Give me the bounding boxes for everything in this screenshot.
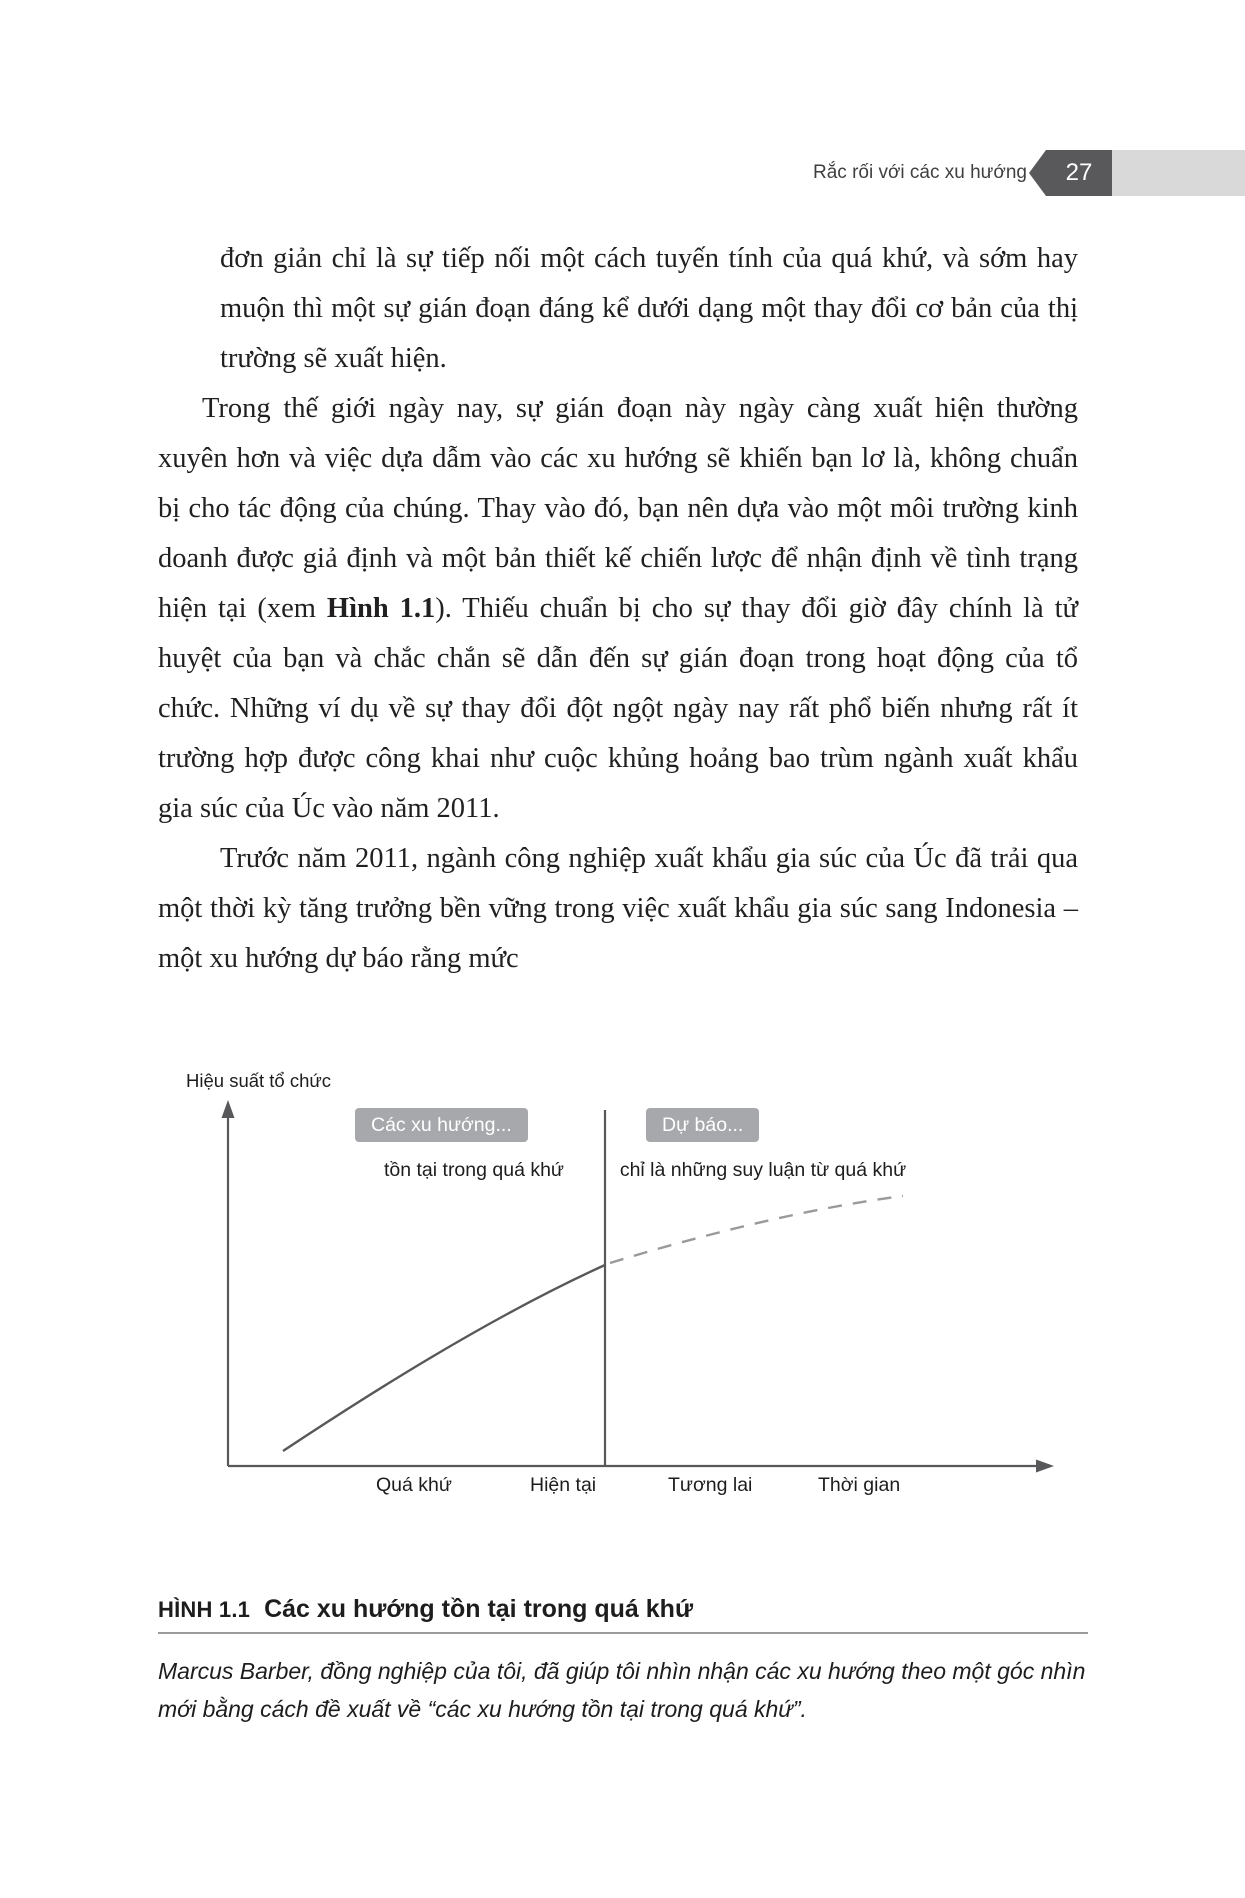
x-tick-past: Quá khứ [376, 1474, 452, 1496]
running-header [0, 150, 1245, 196]
figure-graph [158, 1068, 1093, 1498]
figure-caption-number: HÌNH 1.1 [158, 1597, 251, 1622]
paragraph-1: đơn giản chỉ là sự tiếp nối một cách tuyến tính của quá khứ, và sớm hay muộn thì một sự gián đoạn đáng kể dưới dạng một thay đổi cơ bản của thị trường sẽ xuất hiện. [220, 243, 1078, 374]
trend-curve-past [283, 1265, 605, 1451]
body-text [158, 234, 1078, 984]
y-axis-arrowhead [222, 1100, 235, 1118]
paragraph-2-part-1: Trong thế giới ngày nay, sự gián đoạn này ngày càng xuất hiện thường xuyên hơn và việc dựa dẫm vào các xu hướng sẽ khiến bạn lơ là, không chuẩn bị cho tác động của chúng. Thay vào đó, bạn nên dựa vào một môi trường kinh doanh được giả định và một bản thiết kế chiến lược để nhận định về tình trạng hiện tại (xem [158, 393, 1078, 624]
chapter-title: Rắc rối với các xu hướng [813, 162, 1027, 183]
x-axis-label: Thời gian [818, 1474, 901, 1496]
note-forecast: chỉ là những suy luận từ quá khứ [619, 1159, 907, 1181]
paragraph-2 [158, 384, 1078, 834]
figure-reference: Hình 1.1 [326, 593, 436, 624]
x-tick-future: Tương lai [668, 1474, 753, 1496]
x-axis-arrowhead [1036, 1460, 1054, 1473]
paragraph-2-part-2: ). Thiếu chuẩn bị cho sự thay đổi giờ đây chính là tử huyệt của bạn và chắc chắn sẽ dẫn đến sự gián đoạn trong hoạt động của tổ chức. Những ví dụ về sự thay đổi đột ngột ngày nay rất phổ biến nhưng rất ít trường hợp được công khai như cuộc khủng hoảng bao trùm ngành xuất khẩu gia súc của Úc vào năm 2011. [158, 593, 1078, 824]
x-tick-present: Hiện tại [530, 1474, 597, 1496]
figure-caption-line [158, 1595, 1088, 1634]
paragraph-3: Trước năm 2011, ngành công nghiệp xuất khẩu gia súc của Úc đã trải qua một thời kỳ tăng trưởng bền vững trong việc xuất khẩu gia súc sang Indonesia – một xu hướng dự báo rằng mức [158, 843, 1078, 974]
figure-source-note: Marcus Barber, đồng nghiệp của tôi, đã giúp tôi nhìn nhận các xu hướng theo một góc nhìn mới bằng cách đề xuất về “các xu hướng tồn tại trong quá khứ”. [158, 1658, 1086, 1722]
note-trends: tồn tại trong quá khứ [383, 1159, 564, 1181]
figure-caption [158, 1595, 1088, 1634]
figure-caption-title: Các xu hướng tồn tại trong quá khứ [264, 1595, 694, 1623]
y-axis-label: Hiệu suất tổ chức [186, 1070, 332, 1091]
pill-trends: Các xu hướng... [355, 1108, 528, 1142]
page-number: 27 [1065, 159, 1093, 186]
pill-forecast: Dự báo... [646, 1108, 759, 1142]
trend-curve-forecast [610, 1196, 903, 1263]
figure-1-1 [158, 1068, 1093, 1568]
